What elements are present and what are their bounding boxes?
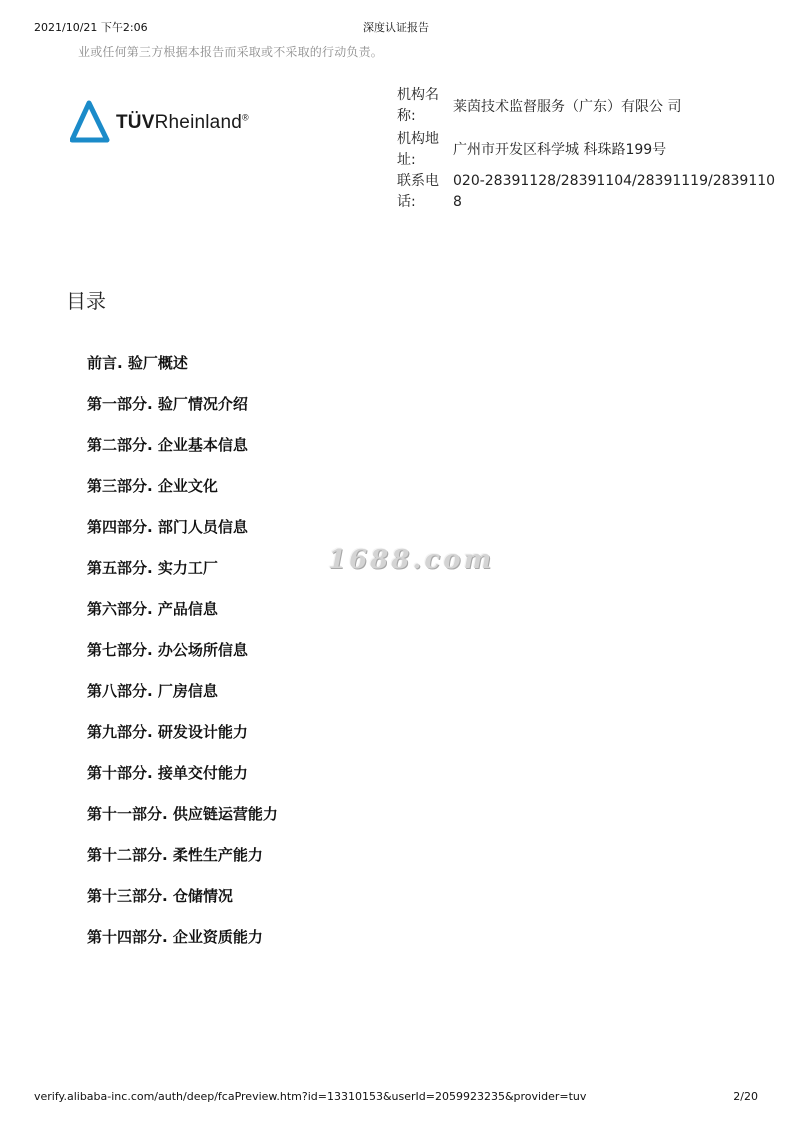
- toc-item[interactable]: 第一部分. 验厂情况介绍: [87, 395, 248, 413]
- print-title: 深度认证报告: [363, 21, 429, 34]
- org-name-label: 机构名称:: [397, 87, 439, 124]
- registered-mark: ®: [241, 112, 249, 123]
- brand-name: [116, 112, 249, 134]
- tuv-rheinland-logo: [70, 100, 270, 146]
- watermark-1688: 1688.com: [328, 545, 495, 575]
- org-name-row: [397, 85, 777, 129]
- toc-item[interactable]: 第六部分. 产品信息: [87, 600, 218, 618]
- brand-name-rest: Rheinland: [154, 112, 242, 133]
- toc-item[interactable]: 第五部分. 实力工厂: [87, 559, 218, 577]
- toc-item[interactable]: 第十四部分. 企业资质能力: [87, 928, 263, 946]
- org-name-value: 莱茵技术监督服务（广东）有限公 司: [453, 98, 682, 115]
- toc-title: 目录: [66, 289, 106, 313]
- toc-item[interactable]: 第十一部分. 供应链运营能力: [87, 805, 278, 823]
- disclaimer-text: 业或任何第三方根据本报告而采取或不采取的行动负责。: [78, 45, 384, 59]
- toc-item[interactable]: 第十三部分. 仓储情况: [87, 887, 233, 905]
- toc-item[interactable]: 前言. 验厂概述: [87, 354, 188, 372]
- page-number: 2/20: [733, 1090, 758, 1103]
- org-address-label: 机构地址:: [397, 131, 439, 168]
- page-url: verify.alibaba-inc.com/auth/deep/fcaPreview.htm?id=13310153&userId=2059923235&provider=tuv: [34, 1090, 587, 1103]
- toc-item[interactable]: 第十部分. 接单交付能力: [87, 764, 248, 782]
- brand-name-bold: TÜV: [116, 112, 155, 133]
- toc-item[interactable]: 第十二部分. 柔性生产能力: [87, 846, 263, 864]
- tuv-triangle-icon: [70, 100, 110, 144]
- toc-item[interactable]: 第九部分. 研发设计能力: [87, 723, 248, 741]
- toc-item[interactable]: 第八部分. 厂房信息: [87, 682, 218, 700]
- toc-item[interactable]: 第四部分. 部门人员信息: [87, 518, 248, 536]
- print-header: [0, 19, 792, 35]
- toc-item[interactable]: 第七部分. 办公场所信息: [87, 641, 248, 659]
- org-address-value: 广州市开发区科学城 科珠路199号: [453, 141, 667, 158]
- org-phone-row: [397, 171, 777, 213]
- org-info-table: [397, 85, 777, 213]
- toc-item[interactable]: 第三部分. 企业文化: [87, 477, 218, 495]
- org-address-row: [397, 129, 777, 171]
- toc-item[interactable]: 第二部分. 企业基本信息: [87, 436, 248, 454]
- table-of-contents: [87, 349, 278, 964]
- org-phone-label: 联系电话:: [397, 173, 439, 210]
- print-datetime: 2021/10/21 下午2:06: [34, 21, 148, 34]
- org-phone-value: 020-28391128/28391104/28391119/28391108: [453, 173, 776, 210]
